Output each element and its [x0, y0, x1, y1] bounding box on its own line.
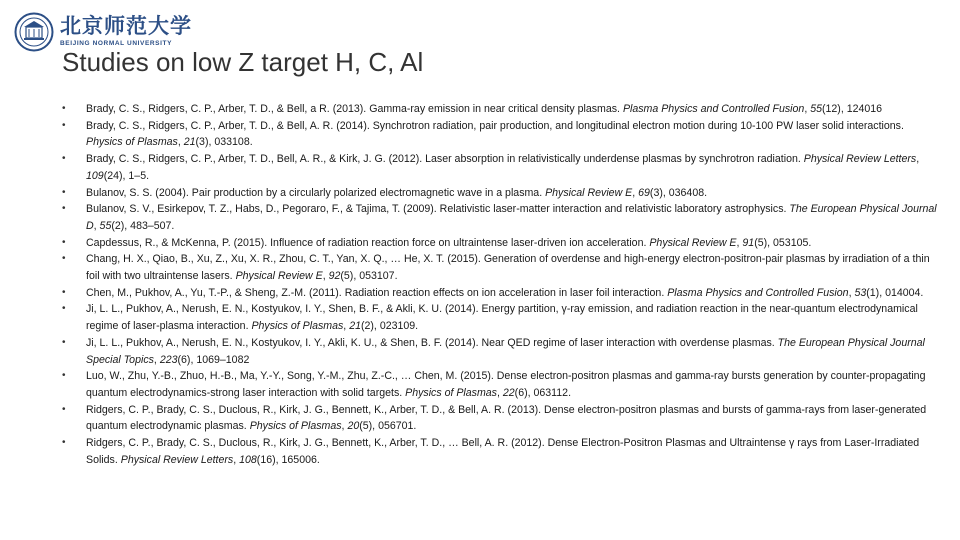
reference-authors-title: Brady, C. S., Ridgers, C. P., Arber, T. D., Bell, A. R., & Kirk, J. G. (2012). Laser absorption in relativistically underdense plasmas by synchrotron radiation.: [86, 153, 804, 166]
reference-item: [62, 201, 942, 234]
reference-journal: The European Physical Journal Special Topics: [86, 336, 925, 366]
reference-journal: Physics of Plasmas: [249, 420, 342, 433]
reference-issue-pages: (1), 014004.: [866, 286, 924, 299]
reference-authors-title: Capdessus, R., & McKenna, P. (2015). Influence of radiation reaction force on ultraintense laser-driven ion acceleration.: [86, 236, 650, 249]
reference-item: [62, 435, 942, 468]
reference-volume: 108: [239, 453, 257, 466]
reference-item: [62, 118, 942, 151]
reference-issue-pages: (12), 124016: [822, 103, 883, 115]
reference-journal: Plasma Physics and Controlled Fusion: [667, 286, 849, 299]
reference-volume: 92: [328, 270, 341, 283]
reference-volume: 55: [810, 103, 822, 115]
reference-separator: ,: [848, 286, 855, 299]
reference-item: [62, 335, 942, 368]
reference-separator: ,: [736, 236, 743, 249]
reference-journal: Physical Review E: [649, 236, 737, 249]
reference-journal: Physical Review E: [235, 270, 323, 283]
reference-journal: Plasma Physics and Controlled Fusion: [622, 103, 805, 115]
reference-journal: Physics of Plasmas: [251, 320, 344, 333]
reference-separator: ,: [496, 386, 503, 399]
logo-english-name: BEIJING NORMAL UNIVERSITY: [60, 40, 173, 47]
reference-volume: 55: [99, 219, 112, 232]
reference-volume: 69: [638, 186, 650, 199]
reference-issue-pages: (3), 036408.: [649, 186, 708, 199]
reference-issue-pages: (3), 033108.: [195, 136, 253, 149]
reference-authors-title: Bulanov, S. V., Esirkepov, T. Z., Habs, D., Pegoraro, F., & Tajima, T. (2009). Relativistic laser-matter interaction and relativistic laboratory astrophysics.: [86, 203, 790, 216]
reference-issue-pages: (2), 023109.: [360, 320, 419, 333]
reference-issue-pages: (5), 053107.: [340, 270, 398, 283]
reference-authors-title: Ridgers, C. P., Brady, C. S., Duclous, R., Kirk, J. G., Bennett, K., Arber, T. D., & Bell, A. R. (2013). Dense electron-positron plasmas and bursts of gamma-rays from laser-generated quantum electrodynamic plasmas.: [86, 403, 927, 433]
reference-volume: 20: [347, 420, 360, 433]
reference-volume: 109: [86, 169, 104, 182]
reference-issue-pages: (24), 1–5.: [103, 169, 150, 182]
reference-journal: Physical Review Letters: [803, 153, 917, 166]
reference-list: [62, 101, 942, 468]
reference-issue-pages: (16), 165006.: [256, 453, 320, 466]
reference-volume: 91: [742, 236, 755, 249]
reference-item: [62, 285, 942, 302]
reference-item: [62, 368, 942, 401]
reference-authors-title: Ji, L. L., Pukhov, A., Nerush, E. N., Kostyukov, I. Y., Shen, B. F., & Akli, K. U. (2014). Energy partition, γ-ray emission, and radiation reaction in the near-quantum electrodynamical regime of laser-plasma interaction.: [86, 303, 918, 333]
reference-authors-title: Bulanov, S. S. (2004). Pair production by a circularly polarized electromagnetic wave in a plasma.: [86, 186, 546, 199]
reference-item: [62, 185, 942, 202]
reference-authors-title: Ridgers, C. P., Brady, C. S., Duclous, R., Kirk, J. G., Bennett, K., Arber, T. D., … Bell, A. R. (2012). Dense Electron-Positron Plasmas and Ultraintense γ rays from Laser-Irradiated Solids.: [86, 437, 920, 466]
reference-item: [62, 101, 942, 118]
reference-item: [62, 402, 942, 435]
reference-authors-title: Chen, M., Pukhov, A., Yu, T.-P., & Sheng, Z.-M. (2011). Radiation reaction effects on ion acceleration in laser foil interaction.: [86, 286, 668, 299]
reference-journal: Physical Review Letters: [120, 453, 234, 466]
reference-separator: ,: [153, 353, 160, 366]
reference-journal: Physics of Plasmas: [86, 136, 178, 149]
reference-separator: ,: [804, 103, 811, 115]
reference-issue-pages: (6), 1069–1082: [177, 353, 250, 366]
reference-volume: 223: [159, 353, 178, 366]
reference-separator: ,: [343, 320, 350, 333]
reference-separator: ,: [233, 453, 240, 466]
reference-separator: ,: [322, 270, 329, 283]
reference-authors-title: Brady, C. S., Ridgers, C. P., Arber, T. D., & Bell, A. R. (2014). Synchrotron radiation, pair production, and longitudinal electron motion during 10-100 PW laser solid interactions.: [86, 119, 904, 132]
reference-item: [62, 251, 942, 284]
reference-journal: The European Physical Journal D: [86, 203, 937, 232]
logo-chinese-name: 北京师范大学: [60, 13, 192, 38]
reference-separator: ,: [632, 186, 639, 199]
university-logo: [60, 14, 192, 47]
reference-volume: 21: [349, 320, 361, 333]
reference-item: [62, 151, 942, 184]
reference-journal: Physics of Plasmas: [405, 386, 497, 399]
reference-journal: Physical Review E: [545, 186, 633, 199]
reference-authors-title: Brady, C. S., Ridgers, C. P., Arber, T. D., & Bell, a R. (2013). Gamma-ray emission in near critical density plasmas.: [86, 103, 623, 115]
reference-separator: ,: [916, 153, 920, 166]
slide-title: Studies on low Z target H, C, Al: [62, 47, 424, 77]
reference-issue-pages: (5), 056701.: [359, 420, 417, 433]
reference-issue-pages: (2), 483–507.: [111, 219, 175, 232]
reference-volume: 22: [502, 386, 515, 399]
reference-item: [62, 235, 942, 252]
reference-separator: ,: [177, 136, 184, 149]
university-seal-icon: [14, 12, 54, 52]
reference-issue-pages: (6), 063112.: [514, 386, 572, 399]
reference-issue-pages: (5), 053105.: [754, 236, 812, 249]
reference-authors-title: Ji, L. L., Pukhov, A., Nerush, E. N., Kostyukov, I. Y., Akli, K. U., & Shen, B. F. (2014). Near QED regime of laser interaction with overdense plasmas.: [86, 336, 778, 349]
reference-volume: 53: [854, 286, 867, 299]
reference-volume: 21: [183, 136, 196, 149]
reference-separator: ,: [93, 219, 100, 232]
reference-authors-title: Luo, W., Zhu, Y.-B., Zhuo, H.-B., Ma, Y.-Y., Song, Y.-M., Zhu, Z.-C., … Chen, M. (2015). Dense electron-positron plasmas and gamma-ray bursts generation by counter-propagating quantum electrodynamics-strong laser interaction with solid targets.: [86, 370, 926, 399]
reference-authors-title: Chang, H. X., Qiao, B., Xu, Z., Xu, X. R., Zhou, C. T., Yan, X. Q., … He, X. T. (2015). Generation of overdense and high-energy electron-positron-pair plasmas by irradiation of a thin foil with two ultraintense lasers.: [86, 253, 930, 283]
reference-separator: ,: [341, 420, 348, 433]
reference-item: [62, 301, 942, 334]
